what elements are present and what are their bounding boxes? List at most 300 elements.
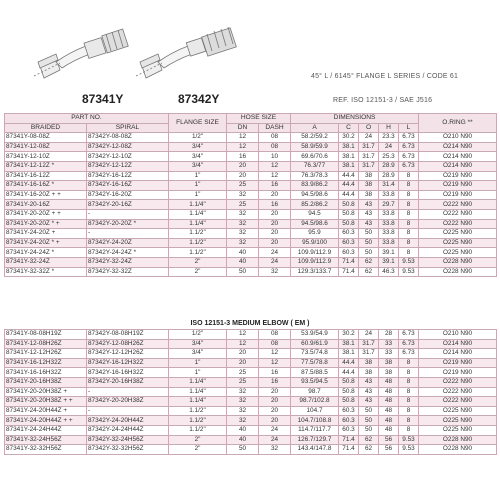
table-cell: 53.9/54.9 <box>291 330 339 340</box>
table-cell: 43 <box>359 387 379 397</box>
table-cell: 85.2/86.2 <box>291 200 339 210</box>
table-cell: 43 <box>359 200 379 210</box>
table-cell: 1" <box>169 190 227 200</box>
table-cell: 9.53 <box>399 445 419 455</box>
header-dim-c: C <box>339 123 359 133</box>
table-row <box>5 161 497 171</box>
table-cell: 33.8 <box>379 209 399 219</box>
table-row <box>5 257 497 267</box>
table-cell: 31.7 <box>359 349 379 359</box>
table-cell: 24 <box>359 133 379 143</box>
table-row <box>5 152 497 162</box>
table-cell: 50 <box>227 267 259 277</box>
table-cell: 77.5/78.8 <box>291 358 339 368</box>
table-cell: 3/4" <box>169 349 227 359</box>
table-cell: 38.1 <box>339 339 359 349</box>
table-cell: 31.7 <box>359 142 379 152</box>
table-cell: 109.9/112.9 <box>291 257 339 267</box>
table-cell: 87342Y-20-16H38Z <box>87 377 169 387</box>
table-cell: 87341Y-08-08Z <box>5 133 87 143</box>
table-cell: 1.1/4" <box>169 219 227 229</box>
table-cell: 20 <box>259 209 291 219</box>
table-cell: 32 <box>227 209 259 219</box>
table-cell: 87341Y-20-16H38Z <box>5 377 87 387</box>
table-cell: 87341Y-16-16Z * <box>5 181 87 191</box>
table-cell: 08 <box>259 330 291 340</box>
table-cell: 73.5/74.8 <box>291 349 339 359</box>
table-cell: 12 <box>259 349 291 359</box>
table-cell: 33 <box>379 349 399 359</box>
table-cell: 98.7/102.8 <box>291 397 339 407</box>
table-cell: 87341Y-24-24H44Z <box>5 425 87 435</box>
table-cell: 38 <box>359 171 379 181</box>
table-cell: O225 N90 <box>419 416 497 426</box>
table-row <box>5 190 497 200</box>
table-cell: 48 <box>379 387 399 397</box>
table-row <box>5 229 497 239</box>
table-cell: O228 N90 <box>419 267 497 277</box>
table-cell: O222 N90 <box>419 397 497 407</box>
table-cell: 20 <box>259 219 291 229</box>
table-cell: 10 <box>259 152 291 162</box>
table-cell: O219 N90 <box>419 368 497 378</box>
header-dimensions: DIMENSIONS <box>291 114 419 124</box>
table-cell: 94.5 <box>291 209 339 219</box>
table-cell: 6.73 <box>399 339 419 349</box>
table-row <box>5 339 497 349</box>
table-cell: 87342Y-08-08H19Z <box>87 330 169 340</box>
table-cell: 58.9/59.9 <box>291 142 339 152</box>
table-cell: 87341Y-08-08H19Z <box>5 330 87 340</box>
table-cell: 8 <box>399 248 419 258</box>
table-cell: 6.73 <box>399 133 419 143</box>
table-cell: 8 <box>399 387 419 397</box>
table-row <box>5 349 497 359</box>
table-cell: 50.8 <box>339 219 359 229</box>
fitting-drawing-87342y <box>130 18 250 88</box>
table-cell: 12 <box>259 161 291 171</box>
table-cell: 87342Y-20-20H38Z <box>87 397 169 407</box>
table-cell: 50 <box>359 238 379 248</box>
table-cell: 114.7/117.7 <box>291 425 339 435</box>
table-cell: 87342Y-24-20Z <box>87 238 169 248</box>
table-cell: 44.4 <box>339 358 359 368</box>
figure-code-right: 87342Y <box>178 92 220 106</box>
table-cell: 56 <box>379 445 399 455</box>
table-row <box>5 171 497 181</box>
table-cell: 44.4 <box>339 190 359 200</box>
table-cell: 9.53 <box>399 435 419 445</box>
table-cell: 16 <box>259 181 291 191</box>
table-cell: 8 <box>399 181 419 191</box>
table-cell: 94.5/98.6 <box>291 219 339 229</box>
table-cell: - <box>87 406 169 416</box>
header-hose-size: HOSE SIZE <box>227 114 291 124</box>
table-cell: 1.1/4" <box>169 397 227 407</box>
table-cell: 87341Y-32-24H56Z <box>5 435 87 445</box>
table-cell: 87.5/88.5 <box>291 368 339 378</box>
table-cell: 25 <box>227 377 259 387</box>
table-cell: 3/4" <box>169 161 227 171</box>
table-cell: 33.8 <box>379 238 399 248</box>
table-cell: 50 <box>359 425 379 435</box>
table-cell: 32 <box>227 229 259 239</box>
table-row <box>5 330 497 340</box>
table-cell: 60.3 <box>339 229 359 239</box>
table-row <box>5 248 497 258</box>
table-cell: 20 <box>227 349 259 359</box>
table-cell: - <box>87 229 169 239</box>
table-cell: O210 N90 <box>419 133 497 143</box>
table-cell: 32 <box>227 397 259 407</box>
table-cell: 126.7/129.7 <box>291 435 339 445</box>
table-cell: 1.1/4" <box>169 377 227 387</box>
fitting-drawing-87341y <box>30 18 140 88</box>
table-cell: 95.9/100 <box>291 238 339 248</box>
table-cell: 20 <box>259 238 291 248</box>
header-flange-size: FLANGE SIZE <box>169 114 227 133</box>
table-cell: 87341Y-32-24Z <box>5 257 87 267</box>
table-row <box>5 397 497 407</box>
header-part-no: PART NO. <box>5 114 169 124</box>
table-row <box>5 238 497 248</box>
table-cell: 8 <box>399 406 419 416</box>
table-cell: 44.4 <box>339 368 359 378</box>
table-cell: 48 <box>379 377 399 387</box>
parts-table-flange <box>4 113 497 277</box>
table-row <box>5 425 497 435</box>
table-cell: 1" <box>169 171 227 181</box>
table-cell: 2" <box>169 257 227 267</box>
table-cell: 44.4 <box>339 171 359 181</box>
table-cell: 16 <box>259 200 291 210</box>
parts-table-medium-elbow <box>4 329 497 455</box>
table-cell: O222 N90 <box>419 209 497 219</box>
table-cell: 60.3 <box>339 416 359 426</box>
table-cell: 87341Y-20-20Z + + <box>5 209 87 219</box>
table-cell: 32 <box>227 387 259 397</box>
table-cell: 20 <box>227 161 259 171</box>
table-cell: O225 N90 <box>419 248 497 258</box>
table-cell: 38 <box>359 190 379 200</box>
table-cell: 104.7 <box>291 406 339 416</box>
table-cell: 20 <box>227 171 259 181</box>
table-cell: 38.1 <box>339 161 359 171</box>
table-cell: 33.8 <box>379 219 399 229</box>
table-cell: 129.3/133.7 <box>291 267 339 277</box>
header-spiral: SPIRAL <box>87 123 169 133</box>
table-cell: 50 <box>359 416 379 426</box>
table-cell: O219 N90 <box>419 358 497 368</box>
table-row <box>5 200 497 210</box>
table-cell: 28 <box>379 330 399 340</box>
table-cell: 46.3 <box>379 267 399 277</box>
table-cell: 50 <box>359 229 379 239</box>
table-cell: 87342Y-16-12Z <box>87 171 169 181</box>
table-cell: 20 <box>259 387 291 397</box>
table-cell: 38 <box>359 358 379 368</box>
table-cell: 50 <box>227 445 259 455</box>
table-cell: 38.1 <box>339 152 359 162</box>
table-cell: 8 <box>399 368 419 378</box>
table-cell: 6.73 <box>399 142 419 152</box>
table-cell: 48 <box>379 397 399 407</box>
table-cell: 87341Y-24-24Z * <box>5 248 87 258</box>
table-cell: 30.2 <box>339 330 359 340</box>
table-cell: 32 <box>259 267 291 277</box>
table-cell: 50.8 <box>339 397 359 407</box>
table-cell: 20 <box>227 358 259 368</box>
table-cell: 16 <box>259 377 291 387</box>
table-cell: 50 <box>359 406 379 416</box>
table-cell: 87341Y-20-16Z <box>5 200 87 210</box>
table-cell: 32 <box>259 445 291 455</box>
table-cell: 3/4" <box>169 152 227 162</box>
table-cell: 71.4 <box>339 445 359 455</box>
table-cell: 71.4 <box>339 435 359 445</box>
table-cell: 39.1 <box>379 257 399 267</box>
table-cell: 24 <box>359 330 379 340</box>
figure-code-left: 87341Y <box>82 92 124 106</box>
table-cell: 60.9/61.9 <box>291 339 339 349</box>
table-cell: 83.9/86.2 <box>291 181 339 191</box>
header-dim-h: H <box>379 123 399 133</box>
table-cell: 8 <box>399 190 419 200</box>
table-cell: 8 <box>399 416 419 426</box>
table-cell: 48 <box>379 406 399 416</box>
table-cell: 39.1 <box>379 248 399 258</box>
table-cell: 43 <box>359 219 379 229</box>
table-cell: 2" <box>169 435 227 445</box>
header-braided: BRAIDED <box>5 123 87 133</box>
table-cell: 87341Y-16-20Z + + <box>5 190 87 200</box>
header-dim-a: A <box>291 123 339 133</box>
table-cell: 87342Y-24-20H44Z <box>87 416 169 426</box>
table-cell: 38 <box>359 368 379 378</box>
table-cell: O214 N90 <box>419 161 497 171</box>
table-cell: 87342Y-12-08H26Z <box>87 339 169 349</box>
table-cell: 1.1/4" <box>169 387 227 397</box>
table-cell: 1.1/2" <box>169 248 227 258</box>
table-cell: O222 N90 <box>419 200 497 210</box>
table-cell: 87341Y-32-32Z * <box>5 267 87 277</box>
table-cell: 98.7 <box>291 387 339 397</box>
table-cell: 87341Y-12-10Z <box>5 152 87 162</box>
table-cell: 32 <box>227 416 259 426</box>
table-row <box>5 142 497 152</box>
table-cell: 8 <box>399 209 419 219</box>
table-cell: 1.1/2" <box>169 229 227 239</box>
table-cell: 24 <box>259 257 291 267</box>
table-cell: 62 <box>359 257 379 267</box>
table-cell: 94.5/98.6 <box>291 190 339 200</box>
table-cell: 38 <box>379 368 399 378</box>
table-cell: 8 <box>399 229 419 239</box>
table-cell: 50.8 <box>339 200 359 210</box>
table-cell: 62 <box>359 435 379 445</box>
table-cell: 16 <box>227 152 259 162</box>
spec-reference: REF. ISO 12151-3 / SAE J516 <box>333 97 433 104</box>
table-cell: 76.3/78.3 <box>291 171 339 181</box>
table-cell: 2" <box>169 267 227 277</box>
table-cell: 08 <box>259 133 291 143</box>
table-cell: 62 <box>359 445 379 455</box>
table-cell: 25.3 <box>379 152 399 162</box>
table-cell: 43 <box>359 397 379 407</box>
table-cell: 40 <box>227 248 259 258</box>
table-cell: 8 <box>399 377 419 387</box>
table-cell: 20 <box>259 229 291 239</box>
table-cell: 87342Y-16-20Z <box>87 190 169 200</box>
header-oring: O.RING ** <box>419 114 497 133</box>
table-cell: O228 N90 <box>419 257 497 267</box>
table-cell: O228 N90 <box>419 435 497 445</box>
table-row <box>5 181 497 191</box>
table-cell: 1.1/2" <box>169 416 227 426</box>
table-cell: 60.3 <box>339 425 359 435</box>
table-cell: 40 <box>227 435 259 445</box>
table-cell: 12 <box>227 339 259 349</box>
table-cell: 8 <box>399 200 419 210</box>
table-cell: - <box>87 387 169 397</box>
table-cell: O222 N90 <box>419 219 497 229</box>
table-cell: O214 N90 <box>419 152 497 162</box>
table-cell: 50 <box>359 248 379 258</box>
table-cell: 1" <box>169 181 227 191</box>
table-cell: 38 <box>379 358 399 368</box>
table-cell: 20 <box>259 397 291 407</box>
table-cell: 6.73 <box>399 161 419 171</box>
table-cell: 31.4 <box>379 181 399 191</box>
table-cell: 87341Y-20-20Z * + <box>5 219 87 229</box>
table-cell: 31.7 <box>359 339 379 349</box>
table-cell: 87342Y-12-10Z <box>87 152 169 162</box>
table-cell: 12 <box>259 171 291 181</box>
table-row <box>5 445 497 455</box>
table-row <box>5 435 497 445</box>
table-cell: 87341Y-24-20H44Z + <box>5 406 87 416</box>
table-cell: 9.53 <box>399 257 419 267</box>
table-cell: 24 <box>259 248 291 258</box>
table-cell: 1.1/2" <box>169 238 227 248</box>
table-cell: O228 N90 <box>419 445 497 455</box>
table-cell: 60.3 <box>339 406 359 416</box>
table-row <box>5 377 497 387</box>
table-cell: 1/2" <box>169 133 227 143</box>
table-cell: O222 N90 <box>419 387 497 397</box>
table-cell: O219 N90 <box>419 171 497 181</box>
table-cell: 32 <box>227 219 259 229</box>
table-cell: 48 <box>379 425 399 435</box>
table-cell: 33 <box>379 339 399 349</box>
table-cell: 38.1 <box>339 142 359 152</box>
table-cell: 08 <box>259 142 291 152</box>
header-dn: DN <box>227 123 259 133</box>
table-cell: 87341Y-12-08H26Z <box>5 339 87 349</box>
table-cell: 8 <box>399 425 419 435</box>
table-cell: 71.4 <box>339 257 359 267</box>
table-cell: 104.7/108.8 <box>291 416 339 426</box>
table-cell: 87342Y-32-24Z <box>87 257 169 267</box>
spec-series: 45° L / 6145° FLANGE L SERIES / CODE 61 <box>311 73 459 80</box>
table-cell: 1.1/2" <box>169 425 227 435</box>
table-cell: 50.8 <box>339 209 359 219</box>
table-cell: 6.73 <box>399 152 419 162</box>
table-cell: 87342Y-12-12H26Z <box>87 349 169 359</box>
table-cell: 87341Y-32-32H56Z <box>5 445 87 455</box>
table-cell: 12 <box>259 358 291 368</box>
header-dim-l: L <box>399 123 419 133</box>
table-row <box>5 387 497 397</box>
table-cell: 87342Y-08-08Z <box>87 133 169 143</box>
table-cell: 28.9 <box>379 171 399 181</box>
table-cell: 24 <box>259 435 291 445</box>
table-cell: 56 <box>379 435 399 445</box>
table-cell: 8 <box>399 238 419 248</box>
table-cell: 25 <box>227 181 259 191</box>
table-cell: - <box>87 209 169 219</box>
table-cell: 24 <box>259 425 291 435</box>
table-cell: 23.3 <box>379 133 399 143</box>
table-cell: 58.2/59.2 <box>291 133 339 143</box>
table-cell: 87342Y-20-16Z <box>87 200 169 210</box>
table-cell: O219 N90 <box>419 181 497 191</box>
table-cell: 8 <box>399 171 419 181</box>
header-dim-o: O <box>359 123 379 133</box>
table-cell: 50.8 <box>339 387 359 397</box>
table-cell: 87342Y-24-24H44Z <box>87 425 169 435</box>
table-cell: 24 <box>379 142 399 152</box>
table-cell: 29.7 <box>379 200 399 210</box>
table-cell: 2" <box>169 445 227 455</box>
table-cell: 87342Y-32-32H56Z <box>87 445 169 455</box>
table-cell: 87342Y-16-16H32Z <box>87 368 169 378</box>
table-cell: 33.8 <box>379 190 399 200</box>
table-cell: 20 <box>259 190 291 200</box>
table-cell: 87342Y-24-24Z * <box>87 248 169 258</box>
table-cell: 28.9 <box>379 161 399 171</box>
table-cell: 87342Y-12-12Z <box>87 161 169 171</box>
table-cell: 9.53 <box>399 267 419 277</box>
table-cell: 87342Y-32-32Z <box>87 267 169 277</box>
table-row <box>5 406 497 416</box>
table-cell: 44.4 <box>339 181 359 191</box>
table-cell: 76.3/77 <box>291 161 339 171</box>
table-cell: 1.1/4" <box>169 209 227 219</box>
table-cell: 87341Y-12-12Z * <box>5 161 87 171</box>
table-cell: 87341Y-12-12H26Z <box>5 349 87 359</box>
table-cell: O222 N90 <box>419 377 497 387</box>
table-row <box>5 416 497 426</box>
table-cell: O225 N90 <box>419 229 497 239</box>
table-cell: 87341Y-16-12Z <box>5 171 87 181</box>
table-cell: O214 N90 <box>419 349 497 359</box>
table-cell: 87342Y-12-08Z <box>87 142 169 152</box>
table-cell: 48 <box>379 416 399 426</box>
table-cell: 87341Y-24-20H44Z + + <box>5 416 87 426</box>
table-cell: 60.3 <box>339 248 359 258</box>
table-cell: 50.8 <box>339 377 359 387</box>
table-cell: O210 N90 <box>419 330 497 340</box>
table-cell: 1" <box>169 368 227 378</box>
table-cell: 1/2" <box>169 330 227 340</box>
table-cell: 93.5/94.5 <box>291 377 339 387</box>
table-cell: 20 <box>259 406 291 416</box>
table-cell: 08 <box>259 339 291 349</box>
table-cell: 32 <box>227 406 259 416</box>
table-cell: 25 <box>227 368 259 378</box>
table-cell: 8 <box>399 358 419 368</box>
